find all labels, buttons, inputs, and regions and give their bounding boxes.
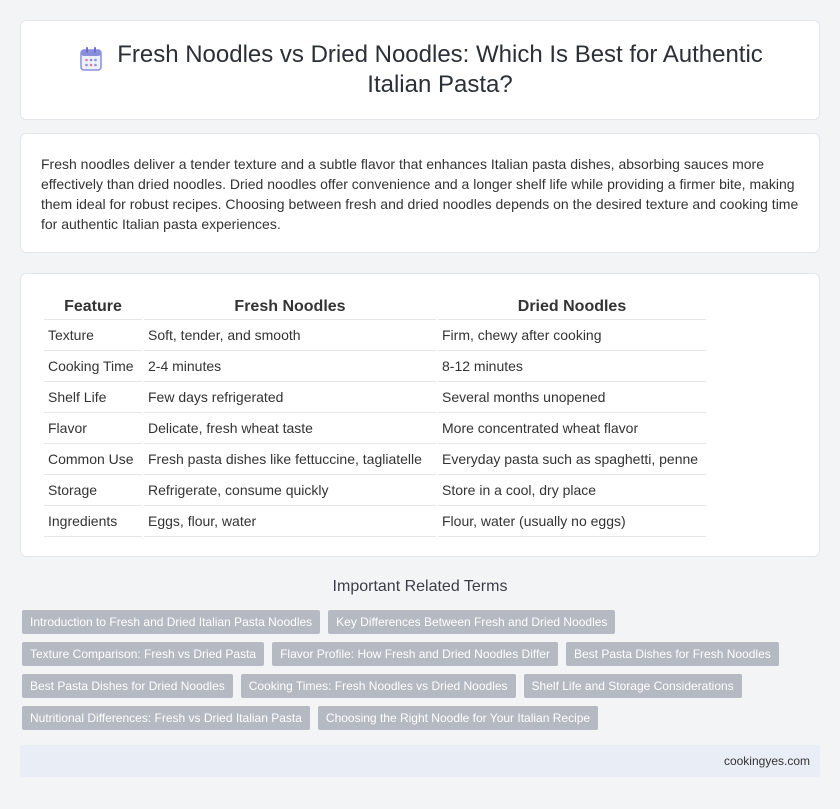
fresh-cell: Refrigerate, consume quickly (144, 475, 436, 506)
table-row (44, 444, 706, 475)
feature-cell: Shelf Life (44, 382, 142, 413)
feature-cell: Ingredients (44, 506, 142, 537)
feature-cell: Common Use (44, 444, 142, 475)
related-term-link[interactable]: Shelf Life and Storage Considerations (524, 674, 742, 698)
related-term-link[interactable]: Best Pasta Dishes for Fresh Noodles (566, 642, 779, 666)
feature-cell: Storage (44, 475, 142, 506)
table-header-row (44, 294, 706, 320)
related-term-link[interactable]: Key Differences Between Fresh and Dried Noodles (328, 610, 615, 634)
dried-cell: Firm, chewy after cooking (438, 320, 706, 351)
intro-card (20, 133, 820, 253)
footer (20, 745, 820, 777)
feature-cell: Cooking Time (44, 351, 142, 382)
header-feature: Feature (44, 294, 142, 320)
fresh-cell: Few days refrigerated (144, 382, 436, 413)
related-term-link[interactable]: Cooking Times: Fresh Noodles vs Dried Noodles (241, 674, 516, 698)
tag-row (22, 674, 812, 698)
related-term-link[interactable]: Flavor Profile: How Fresh and Dried Noodles Differ (272, 642, 558, 666)
comparison-table-card (20, 273, 820, 557)
dried-cell: Flour, water (usually no eggs) (438, 506, 706, 537)
table-row (44, 351, 706, 382)
dried-cell: Everyday pasta such as spaghetti, penne (438, 444, 706, 475)
tag-row (22, 610, 812, 634)
fresh-cell: 2-4 minutes (144, 351, 436, 382)
feature-cell: Texture (44, 320, 142, 351)
header-dried-noodles: Dried Noodles (438, 294, 706, 320)
fresh-cell: Fresh pasta dishes like fettuccine, tagliatelle (144, 444, 436, 475)
comparison-table (42, 294, 708, 537)
title-card (20, 20, 820, 120)
header-fresh-noodles: Fresh Noodles (144, 294, 436, 320)
dried-cell: More concentrated wheat flavor (438, 413, 706, 444)
dried-cell: 8-12 minutes (438, 351, 706, 382)
table-row (44, 413, 706, 444)
page-title: Fresh Noodles vs Dried Noodles: Which Is Best for Authentic Italian Pasta? (117, 41, 763, 98)
fresh-cell: Soft, tender, and smooth (144, 320, 436, 351)
table-row (44, 506, 706, 537)
dried-cell: Store in a cool, dry place (438, 475, 706, 506)
related-terms-heading: Important Related Terms (332, 578, 508, 595)
fresh-cell: Eggs, flour, water (144, 506, 436, 537)
tag-row (22, 706, 812, 730)
related-term-link[interactable]: Texture Comparison: Fresh vs Dried Pasta (22, 642, 264, 666)
feature-cell: Flavor (44, 413, 142, 444)
table-row (44, 320, 706, 351)
table-row (44, 475, 706, 506)
related-term-link[interactable]: Nutritional Differences: Fresh vs Dried Italian Pasta (22, 706, 310, 730)
related-term-link[interactable]: Best Pasta Dishes for Dried Noodles (22, 674, 233, 698)
related-term-link[interactable]: Choosing the Right Noodle for Your Italian Recipe (318, 706, 598, 730)
dried-cell: Several months unopened (438, 382, 706, 413)
table-row (44, 382, 706, 413)
related-terms-list (22, 610, 812, 738)
tag-row (22, 642, 812, 666)
related-term-link[interactable]: Introduction to Fresh and Dried Italian Pasta Noodles (22, 610, 320, 634)
intro-paragraph: Fresh noodles deliver a tender texture and a subtle flavor that enhances Italian pasta dishes, absorbing sauces more effectively than dried noodles. Dried noodles offer convenience and a longer shelf life while providing a firmer bite, making them ideal for robust recipes. Choosing between fresh and dried noodles depends on the desired texture and cooking time for authentic Italian pasta experiences. (41, 156, 799, 232)
fresh-cell: Delicate, fresh wheat taste (144, 413, 436, 444)
footer-site-link[interactable]: cookingyes.com (723, 754, 810, 768)
